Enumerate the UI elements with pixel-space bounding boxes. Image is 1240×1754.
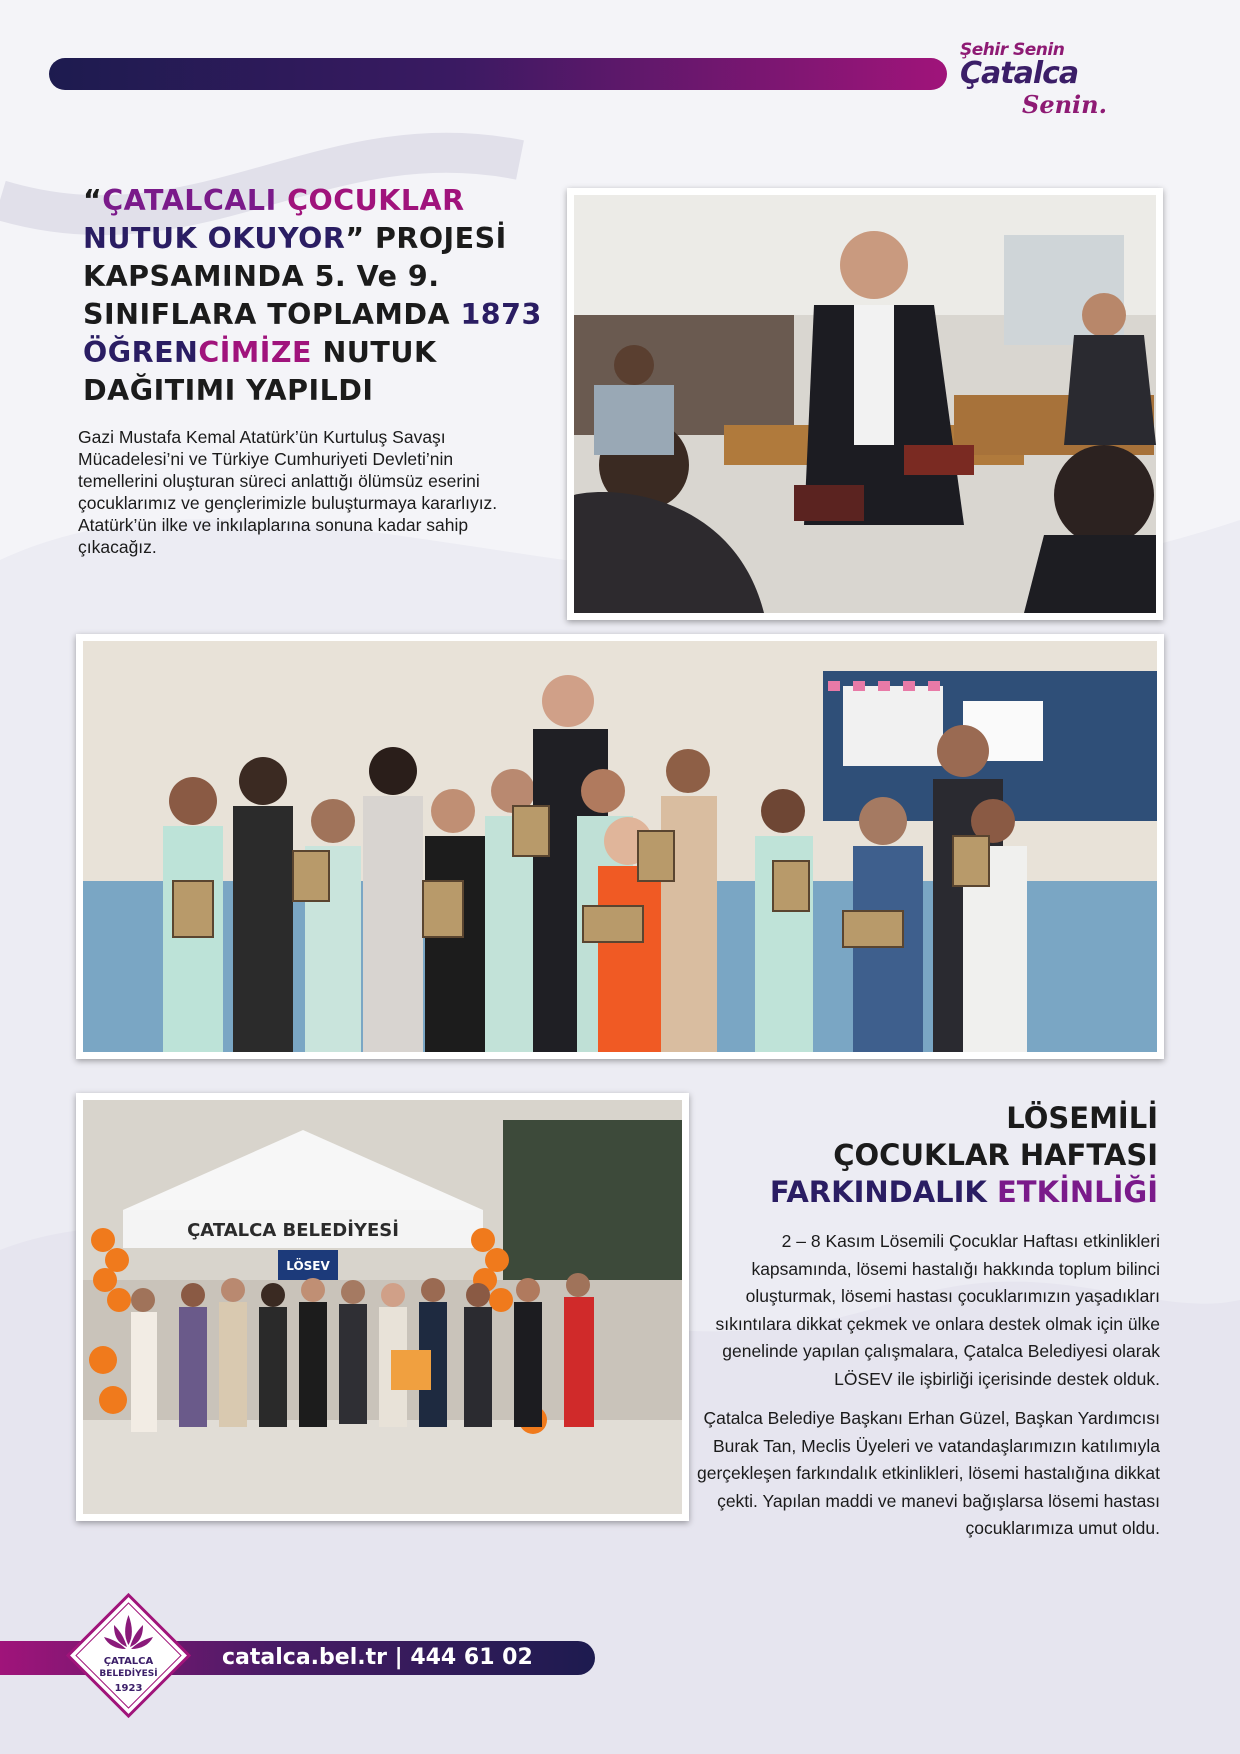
section1-body: Gazi Mustafa Kemal Atatürk’ün Kurtuluş Savaşı Mücadelesi’ni ve Türkiye Cumhuriyeti Devleti’nin temellerini oluşturan süreci anlattığı ölümsüz eserini çocuklarımız ve gençlerimizle buluşturmaya kararlıyız. Atatürk’ün ilke ve inkılaplarına sonuna kadar sahip çıkacağız. xyxy=(78,427,498,557)
headline-part-b: ÇOCUKLAR xyxy=(287,184,465,217)
headline-part-c: NUTUK OKUYOR xyxy=(83,222,346,255)
headline-part-e2: CİMİZE xyxy=(198,336,313,369)
quote-close: ” xyxy=(345,222,365,255)
headline2-part-d: ETKİNLİĞİ xyxy=(997,1175,1158,1209)
brand-line-2: Çatalca xyxy=(960,56,1079,91)
headline2-line-1: LÖSEMİLİ xyxy=(1006,1101,1158,1135)
logo-line-2: BELEDİYESİ xyxy=(99,1669,158,1679)
section2-headline xyxy=(658,1100,1158,1211)
section2-body xyxy=(690,1228,1160,1543)
headline-part-f: NUTUK DAĞITIMI YAPILDI xyxy=(83,336,437,407)
photo-students-group xyxy=(76,634,1164,1059)
section2-paragraph: 2 – 8 Kasım Lösemili Çocuklar Haftası etkinlikleri kapsamında, lösemi hastalığı hakkında toplum bilinci oluşturmak, lösemi hastası çocuklarımızın yaşadıkları sıkıntılara dikkat çekmek ve onlara destek olmak için ülke genelinde yapılan çalışmalara, Çatalca Belediyesi olarak LÖSEV ile işbirliği içerisinde destek olduk. xyxy=(715,1231,1160,1389)
catalca-municipality-logo xyxy=(66,1593,191,1718)
headline-part-d: PROJESİ KAPSAMINDA 5. Ve 9. SINIFLARA TOPLAMDA xyxy=(83,222,507,331)
brand-line-3: Senin. xyxy=(1022,90,1107,119)
headline2-line-2: ÇOCUKLAR HAFTASI xyxy=(833,1138,1158,1172)
quote-open: “ xyxy=(83,184,103,217)
headline-part-e1: 1873 ÖĞREN xyxy=(83,298,542,369)
section1-headline xyxy=(83,182,563,410)
logo-line-1: ÇATALCA xyxy=(103,1656,154,1667)
photo-classroom-book-handout xyxy=(567,188,1163,620)
headline2-line-3 xyxy=(658,1174,1158,1211)
headline2-part-c: FARKINDALIK xyxy=(769,1175,997,1209)
losev-banner-text: LÖSEV xyxy=(286,1259,330,1273)
tent-sign-text: ÇATALCA BELEDİYESİ xyxy=(187,1220,399,1241)
brand-line-1: Şehir Senin xyxy=(960,40,1065,60)
section2-paragraph: Çatalca Belediye Başkanı Erhan Güzel, Başkan Yardımcısı Burak Tan, Meclis Üyeleri ve vatandaşlarımızın katılımıyla gerçekleşen farkındalık etkinlikleri, lösemi hastalığına dikkat çekti. Yapılan maddi ve manevi bağışlarsa lösemi hastası çocuklarımıza umut oldu. xyxy=(697,1408,1160,1538)
header-gradient-bar xyxy=(49,58,947,90)
footer-contact[interactable]: catalca.bel.tr | 444 61 02 xyxy=(222,1645,533,1670)
logo-year: 1923 xyxy=(114,1683,143,1694)
photo-losev-event xyxy=(76,1093,689,1521)
headline-part-a: ÇATALCALI xyxy=(102,184,288,217)
brand-logo xyxy=(960,40,1110,120)
